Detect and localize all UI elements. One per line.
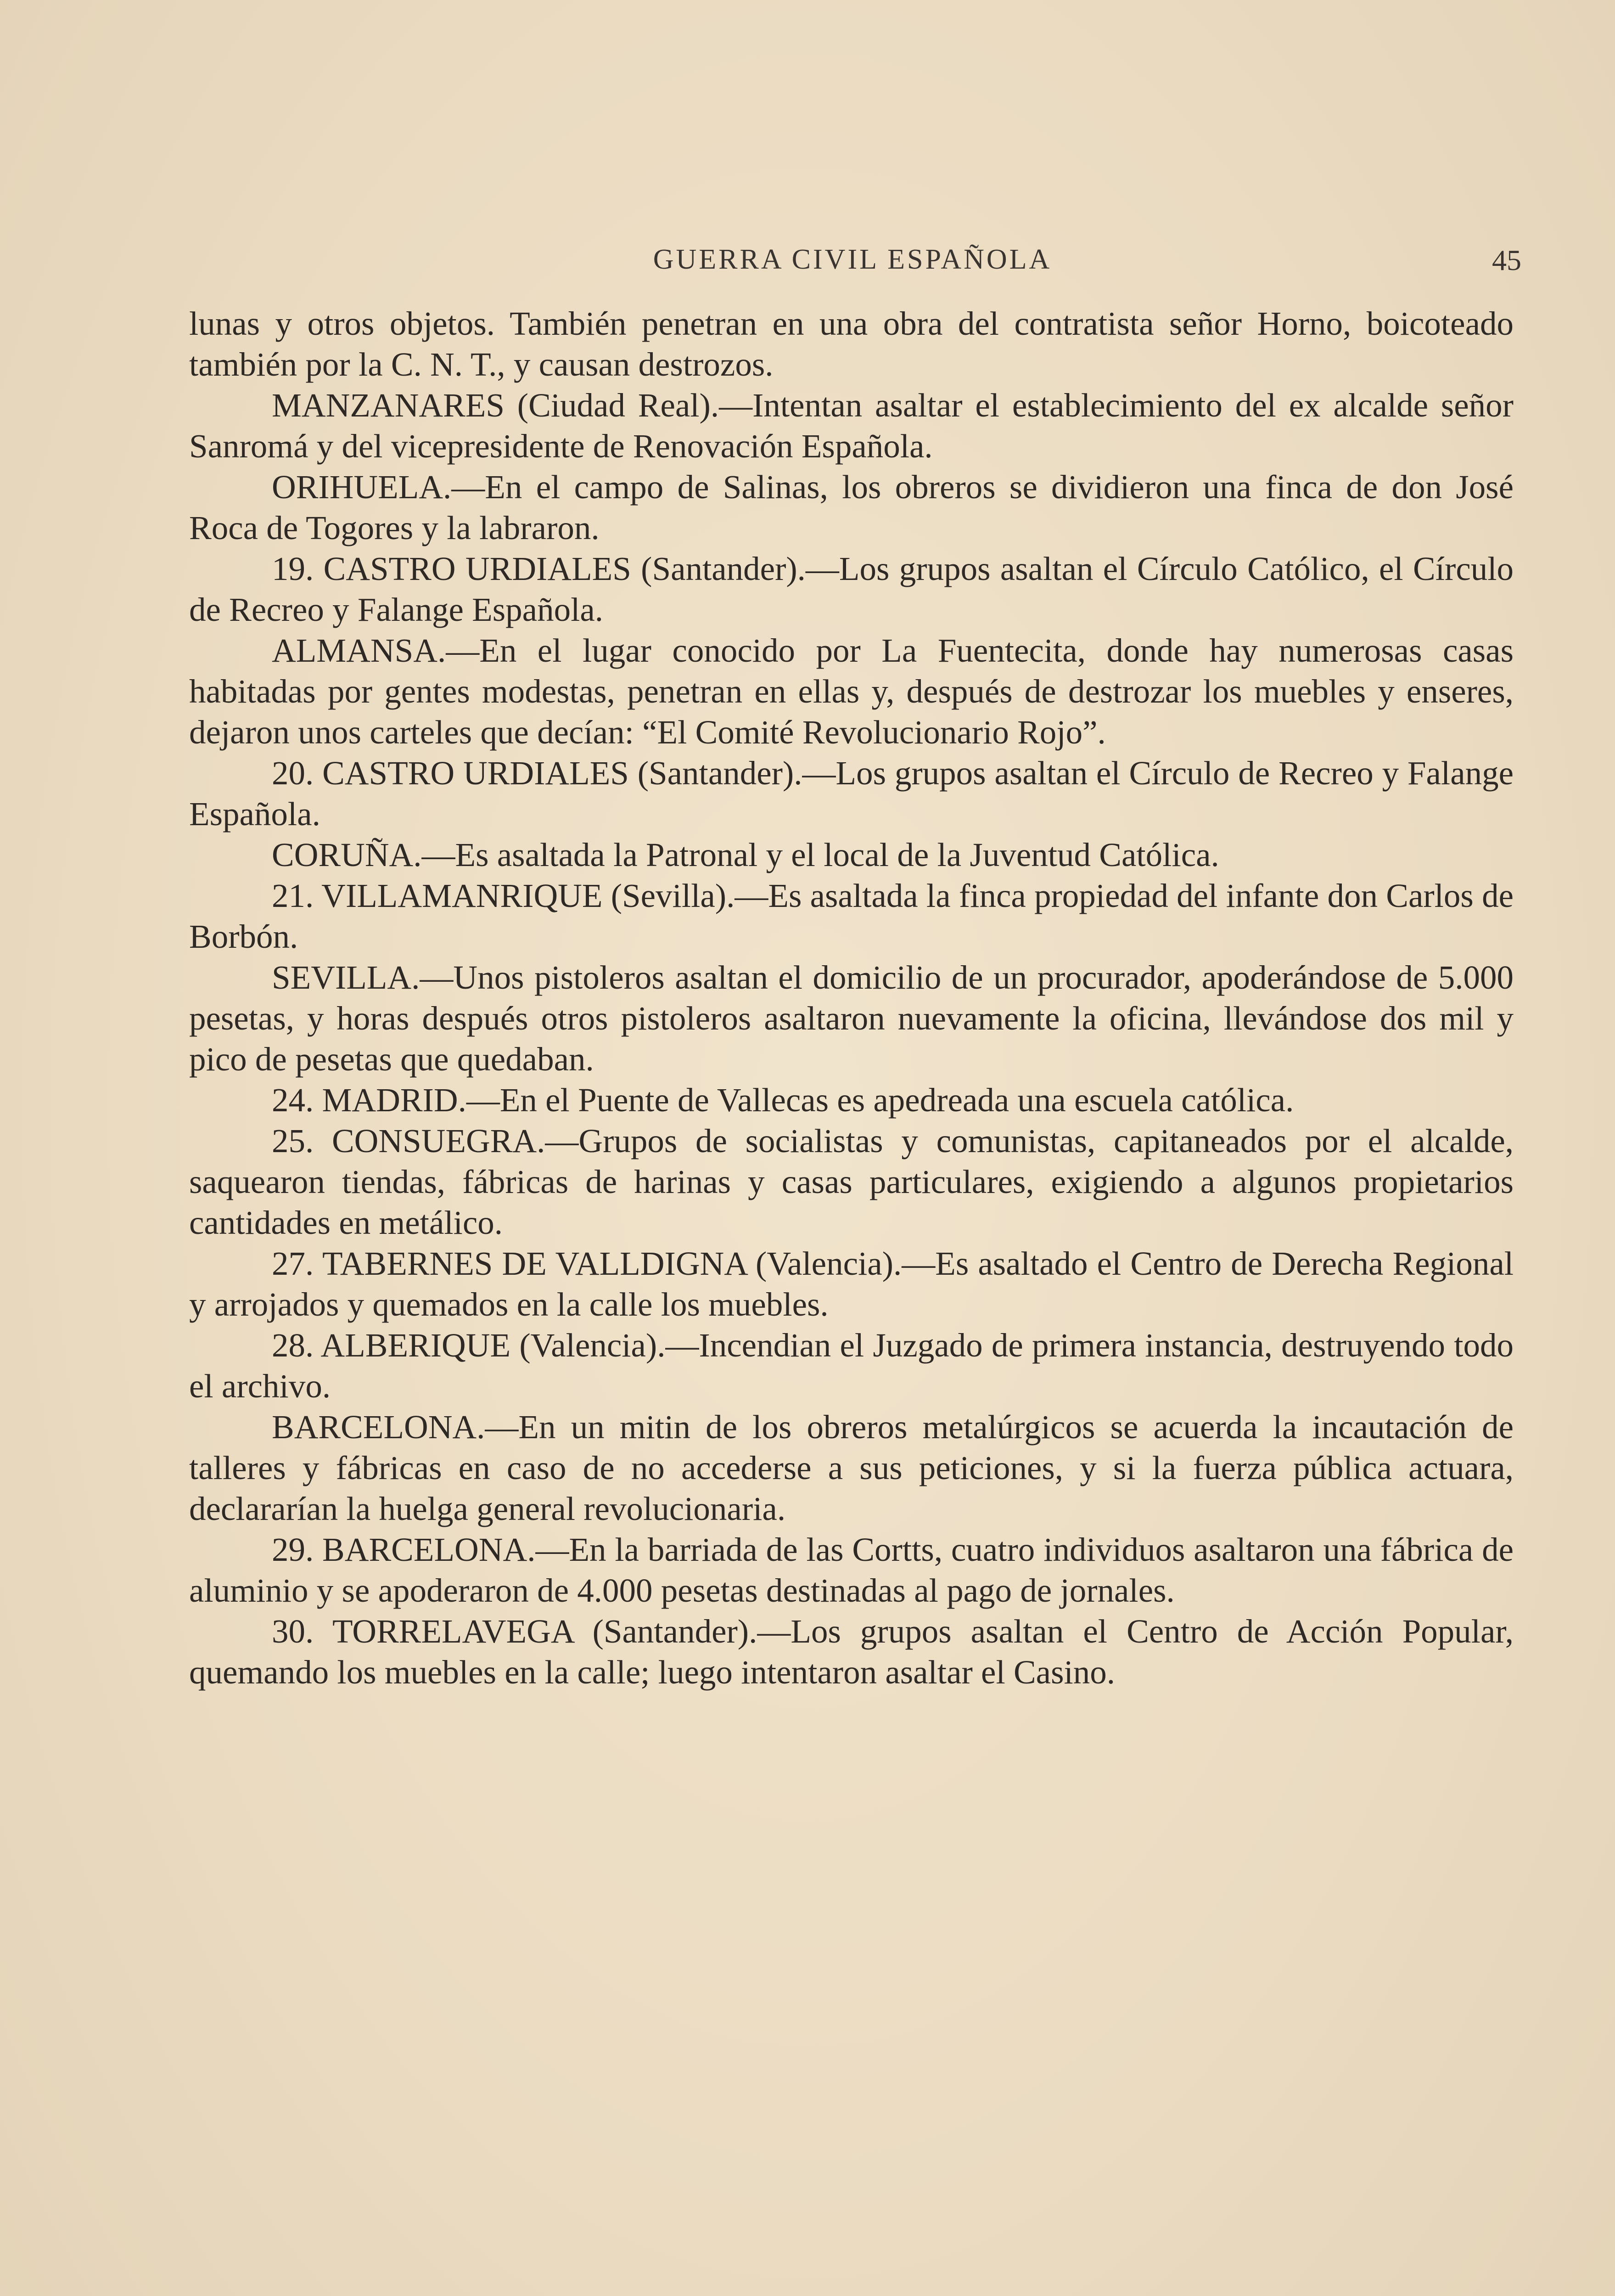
paragraph: 19. CASTRO URDIALES (Santander).—Los grupos asaltan el Círculo Católico, el Círculo de Recreo y Falange Española.	[189, 550, 1514, 628]
paragraph: ALMANSA.—En el lugar conocido por La Fuentecita, donde hay numerosas casas habitadas por gentes modestas, penetran en ellas y, después de destrozar los muebles y enseres, dejaron unos carteles que decían: “El Comité Revolucionario Rojo”.	[189, 632, 1514, 751]
paragraph: 28. ALBERIQUE (Valencia).—Incendian el Juzgado de primera instancia, destruyendo todo el archivo.	[189, 1327, 1514, 1405]
page-header	[189, 243, 1521, 294]
paragraph: 25. CONSUEGRA.—Grupos de socialistas y comunistas, capitaneados por el alcalde, saquearon tiendas, fábricas de harinas y casas particulares, exigiendo a algunos propietarios cantidades en metálico.	[189, 1122, 1514, 1241]
paragraph: lunas y otros objetos. También penetran en una obra del contratista señor Horno, boicoteado también por la C. N. T., y causan destrozos.	[189, 305, 1514, 383]
page-number: 45	[1492, 244, 1521, 276]
paragraph: 27. TABERNES DE VALLDIGNA (Valencia).—Es asaltado el Centro de Derecha Regional y arrojados y quemados en la calle los muebles.	[189, 1245, 1514, 1323]
paragraph: 29. BARCELONA.—En la barriada de las Cortts, cuatro individuos asaltaron una fábrica de aluminio y se apoderaron de 4.000 pesetas destinadas al pago de jornales.	[189, 1531, 1514, 1609]
running-title: GUERRA CIVIL ESPAÑOLA	[653, 244, 1052, 275]
paragraph: 30. TORRELAVEGA (Santander).—Los grupos asaltan el Centro de Acción Popular, quemando los muebles en la calle; luego intentaron asaltar el Casino.	[189, 1613, 1514, 1691]
paragraph: BARCELONA.—En un mitin de los obreros metalúrgicos se acuerda la incautación de talleres y fábricas en caso de no accederse a sus peticiones, y si la fuerza pública actuara, declararían la huelga general revolucionaria.	[189, 1408, 1514, 1527]
paragraph: MANZANARES (Ciudad Real).—Intentan asaltar el establecimiento del ex alcalde señor Sanromá y del vicepresidente de Renovación Española.	[189, 387, 1514, 465]
paragraph: ORIHUELA.—En el campo de Salinas, los obreros se dividieron una finca de don José Roca de Togores y la labraron.	[189, 468, 1514, 546]
paragraph: CORUÑA.—Es asaltada la Patronal y el local de la Juventud Católica.	[272, 836, 1219, 873]
body-text	[189, 303, 1514, 1693]
paragraph: 21. VILLAMANRIQUE (Sevilla).—Es asaltada la finca propiedad del infante don Carlos de Borbón.	[189, 877, 1514, 955]
paragraph: 20. CASTRO URDIALES (Santander).—Los grupos asaltan el Círculo de Recreo y Falange Española.	[189, 754, 1514, 833]
paragraph: SEVILLA.—Unos pistoleros asaltan el domicilio de un procurador, apoderándose de 5.000 pesetas, y horas después otros pistoleros asaltaron nuevamente la oficina, llevándose dos mil y pico de pesetas que quedaban.	[189, 959, 1514, 1078]
paragraph: 24. MADRID.—En el Puente de Vallecas es apedreada una escuela católica.	[272, 1081, 1294, 1119]
